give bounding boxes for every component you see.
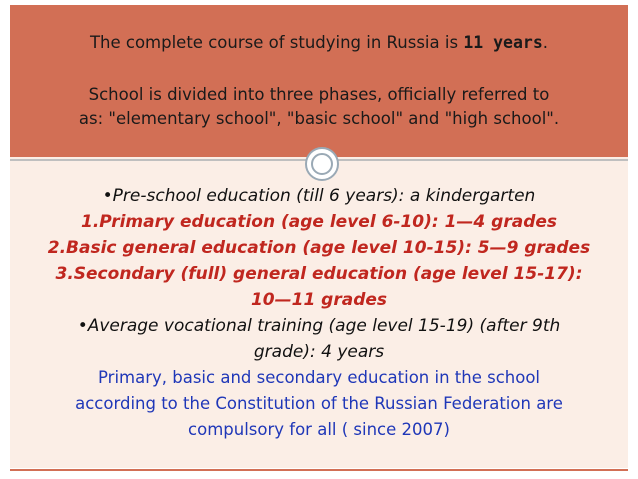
body-line-10: compulsory for all ( since 2007) [188,420,450,439]
header-line-1 [10,33,628,52]
circle-ornament-icon [305,147,339,181]
body-line-9: according to the Constitution of the Russian Federation are [75,394,563,413]
body-line-4: 3.Secondary (full) general education (age level 15-17): [55,264,583,284]
header-text-end: . [542,33,549,52]
body-line-3: 2.Basic general education (age level 10-15): 5—9 grades [47,238,591,258]
body-line-1: •Pre-school education (till 6 years): a kindergarten [102,186,536,206]
footer-bar [10,469,628,471]
slide [10,5,628,468]
header-band [10,5,628,157]
header-text: The complete course of studying in Russia is [89,33,464,52]
header-line-3: as: "elementary school", "basic school" and "high school". [78,109,560,128]
header-line-2: School is divided into three phases, officially referred to [88,85,550,104]
body-line-5: 10—11 grades [250,290,388,310]
body-line-6: •Average vocational training (age level 15-19) (after 9th [77,316,561,336]
header-highlight: 11 years [463,33,543,52]
body-line-7: grade): 4 years [253,342,385,362]
body-line-2: 1.Primary education (age level 6-10): 1—4 grades [80,212,558,232]
body-line-8: Primary, basic and secondary education in the school [98,368,540,387]
